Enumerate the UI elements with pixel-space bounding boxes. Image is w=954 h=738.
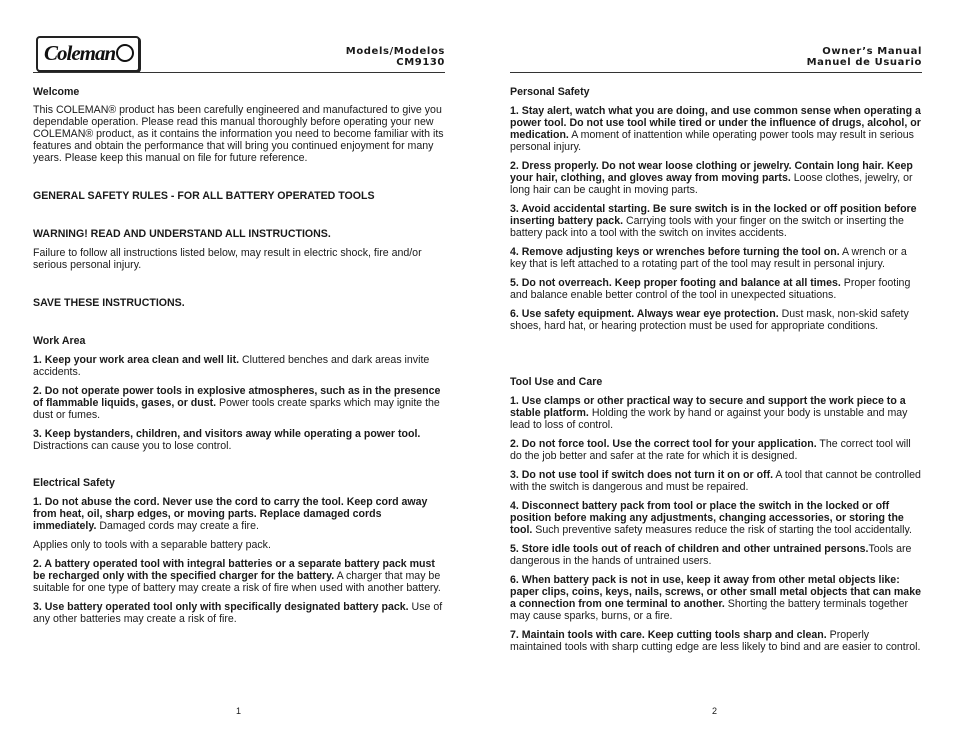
page-number: 1 [236,706,242,716]
left-page [33,0,445,738]
list-item: 4. Remove adjusting keys or wrenches before turning the tool on. A wrench or a key that is left attached to a rotating part of the tool may result in personal injury. [510,246,907,270]
list-item: 2. A battery operated tool with integral batteries or a separate battery pack must be recharged only with the specified charger for the battery. A charger that may be suitable for one type of battery may create a risk of fire when used with another battery. [33,558,441,594]
list-item: 3. Do not use tool if switch does not turn it on or off. A tool that cannot be controlled with the switch is dangerous and must be repaired. [510,469,921,493]
general-rules-heading: GENERAL SAFETY RULES - FOR ALL BATTERY OPERATED TOOLS [33,190,375,202]
list-item: 5. Store idle tools out of reach of children and other untrained persons.Tools are dangerous in the hands of untrained users. [510,543,912,567]
manual-title-en: Owner’s Manual [822,46,922,57]
personal-safety-list [510,105,922,332]
logo-text: Coleman [44,41,116,65]
list-item: 6. Use safety equipment. Always wear eye protection. Dust mask, non-skid safety shoes, hard hat, or hearing protection must be used for appropriate conditions. [510,308,909,332]
work-area-title: Work Area [33,335,86,347]
welcome-text: This COLEMAN® product has been carefully engineered and manufactured to give you dependable operation. Please read this manual thoroughly before operating your new COLEMAN® product, as it contains the information you need to become familiar with its features and obtain the performance that will bring you continued enjoyment for many years. Please keep this manual on file for future reference. [33,104,444,164]
list-item: 4. Disconnect battery pack from tool or place the switch in the locked or off position before making any adjustments, changing accessories, or storing the tool. Such preventive safety measures reduce the risk of starting the tool accidentally. [510,500,912,536]
list-item: 3. Keep bystanders, children, and visitors away while operating a power tool. Distractions can cause you to lose control. [33,428,421,452]
manual-header [807,46,922,68]
list-item: 1. Use clamps or other practical way to secure and support the work piece to a stable platform. Holding the work by hand or against your body is unstable and may lead to loss of control. [510,395,908,431]
tool-use-title: Tool Use and Care [510,376,603,388]
welcome-title: Welcome [33,86,80,98]
personal-safety-title: Personal Safety [510,86,590,98]
list-item: 6. When battery pack is not in use, keep it away from other metal objects like: paper clips, coins, keys, nails, screws, or other small metal objects that can make a connection from one terminal to another. Shorting the battery terminals together may cause sparks, burns, or a fire. [510,574,921,622]
work-area-list [33,354,445,452]
tool-use-list [510,395,922,653]
list-item: 1. Do not abuse the cord. Never use the cord to carry the tool. Keep cord away from heat, oil, sharp edges, or moving parts. Replace damaged cords immediately. Damaged cords may create a fire. [33,496,428,532]
list-item: 5. Do not overreach. Keep proper footing and balance at all times. Proper footing and balance enable better control of the tool in unexpected situations. [510,277,911,301]
list-item: 7. Maintain tools with care. Keep cutting tools sharp and clean. Properly maintained tools with sharp cutting edge are less likely to bind and are easier to control. [510,629,921,653]
warning-heading: WARNING! READ AND UNDERSTAND ALL INSTRUCTIONS. [33,228,331,240]
header-rule [33,72,445,73]
page-number: 2 [712,706,718,716]
list-item: 3. Use battery operated tool only with specifically designated battery pack. Use of any other batteries may create a risk of fire. [33,601,443,625]
list-item: 2. Dress properly. Do not wear loose clothing or jewelry. Contain long hair. Keep your hair, clothing, and gloves away from moving parts. Loose clothes, jewelry, or long hair can be caught in moving parts. [510,160,913,196]
right-page [510,0,922,738]
list-item: 1. Stay alert, watch what you are doing, and use common sense when operating a power tool. Do not use tool while tired or under the influence of drugs, alcohol, or medication. A moment of inattention while operating power tools may result in serious personal injury. [510,105,921,153]
model-number: CM9130 [396,57,445,68]
right-content [510,86,922,653]
list-item: 1. Keep your work area clean and well lit. Cluttered benches and dark areas invite accidents. [33,354,430,378]
model-label: Models/Modelos [345,46,445,57]
list-item: 2. Do not operate power tools in explosive atmospheres, such as in the presence of flammable liquids, gases, or dust. Power tools create sparks which may ignite the dust or fumes. [33,385,441,421]
list-item: Applies only to tools with a separable battery pack. [33,539,271,551]
model-header [346,46,445,68]
list-item: 2. Do not force tool. Use the correct tool for your application. The correct tool will do the job better and safer at the rate for which it is designed. [510,438,911,462]
manual-title-es: Manuel de Usuario [806,57,922,68]
lantern-emblem-icon [116,44,134,62]
coleman-logo [36,36,140,72]
left-content [33,86,445,625]
electrical-list [33,496,445,625]
warning-text: Failure to follow all instructions listed below, may result in electric shock, fire and/or serious personal injury. [33,247,422,271]
header-rule [510,72,922,73]
electrical-title: Electrical Safety [33,477,115,489]
list-item: 3. Avoid accidental starting. Be sure switch is in the locked or off position before inserting battery pack. Carrying tools with your finger on the switch or inserting the battery pack into a tool with the switch on invites accidents. [510,203,917,239]
save-instructions: SAVE THESE INSTRUCTIONS. [33,297,185,309]
